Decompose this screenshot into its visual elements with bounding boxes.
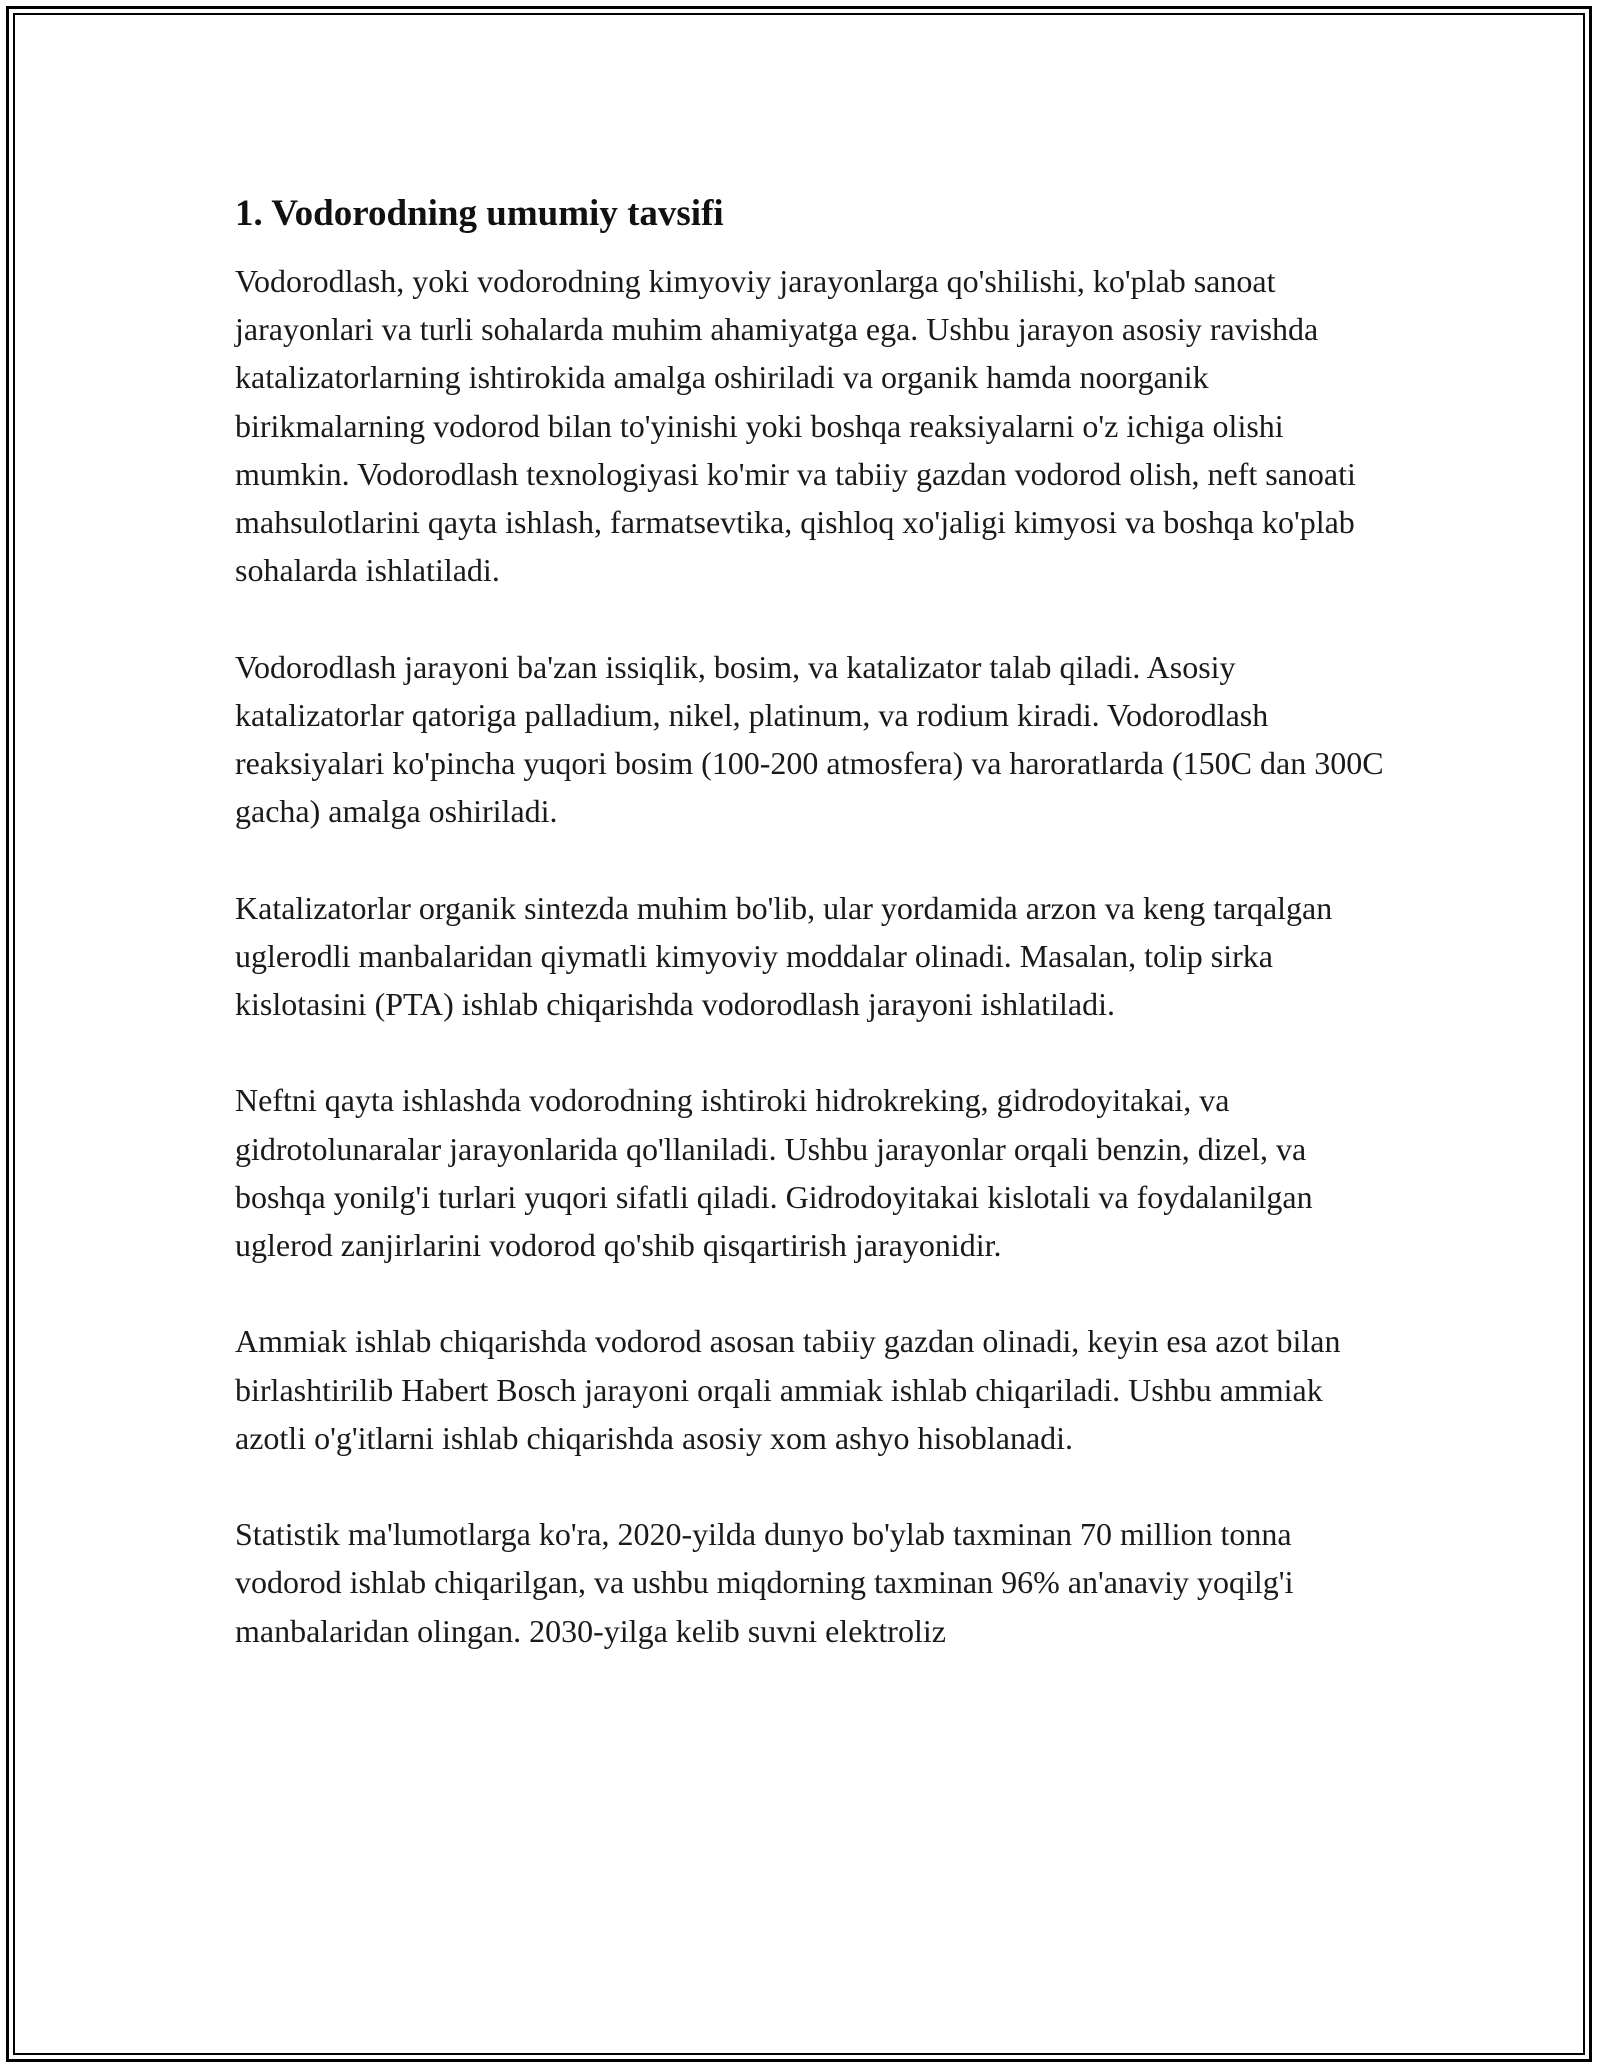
paragraph-2: Vodorodlash jarayoni ba'zan issiqlik, bosim, va katalizator talab qiladi. Asosiy katalizatorlar qatoriga palladium, nikel, platinum, va rodium kiradi. Vodorodlash reaksiyalari ko'pincha yuqori bosim (100-200 atmosfera) va haroratlarda (150C dan 300C gacha) amalga oshiriladi. [235, 648, 1384, 830]
paragraph-4: Neftni qayta ishlashda vodorodning ishtiroki hidrokreking, gidrodoyitakai, va gidrotolunaralar jarayonlarida qo'llaniladi. Ushbu jarayonlar orqali benzin, dizel, va boshqa yonilg'i turlari yuqori sifatli qiladi. Gidrodoyitakai kislotali va foydalanilgan uglerod zanjirlarini vodorod qo'shib qisqartirish jarayonidir. [235, 1082, 1313, 1264]
paragraph-5: Ammiak ishlab chiqarishda vodorod asosan tabiiy gazdan olinadi, keyin esa azot bilan birlashtirilib Habert Bosch jarayoni orqali ammiak ishlab chiqariladi. Ushbu ammiak azotli o'g'itlarni ishlab chiqarishda asosiy xom ashyo hisoblanadi. [235, 1323, 1341, 1456]
document-body [235, 185, 1385, 1703]
paragraph-1: Vodorodlash, yoki vodorodning kimyoviy jarayonlarga qo'shilishi, ko'plab sanoat jarayonlari va turli sohalarda muhim ahamiyatga ega. Ushbu jarayon asosiy ravishda katalizatorlarning ishtirokida amalga oshiriladi va organik hamda noorganik birikmalarning vodorod bilan to'yinishi yoki boshqa reaksiyalarni o'z ichiga olishi mumkin. Vodorodlash texnologiyasi ko'mir va tabiiy gazdan vodorod olish, neft sanoati mahsulotlarini qayta ishlash, farmatsevtika, qishloq xo'jaligi kimyosi va boshqa ko'plab sohalarda ishlatiladi. [235, 263, 1356, 589]
paragraph-6: Statistik ma'lumotlarga ko'ra, 2020-yilda dunyo bo'ylab taxminan 70 million tonna vodorod ishlab chiqarilgan, va ushbu miqdorning taxminan 96% an'anaviy yoqilg'i manbalaridan olingan. 2030-yilga kelib suvni elektroliz [235, 1516, 1294, 1649]
section-heading: 1. Vodorodning umumiy tavsifi [235, 193, 724, 234]
paragraph-3: Katalizatorlar organik sintezda muhim bo'lib, ular yordamida arzon va keng tarqalgan uglerodli manbalaridan qiymatli kimyoviy moddalar olinadi. Masalan, tolip sirka kislotasini (PTA) ishlab chiqarishda vodorodlash jarayoni ishlatiladi. [235, 889, 1333, 1023]
